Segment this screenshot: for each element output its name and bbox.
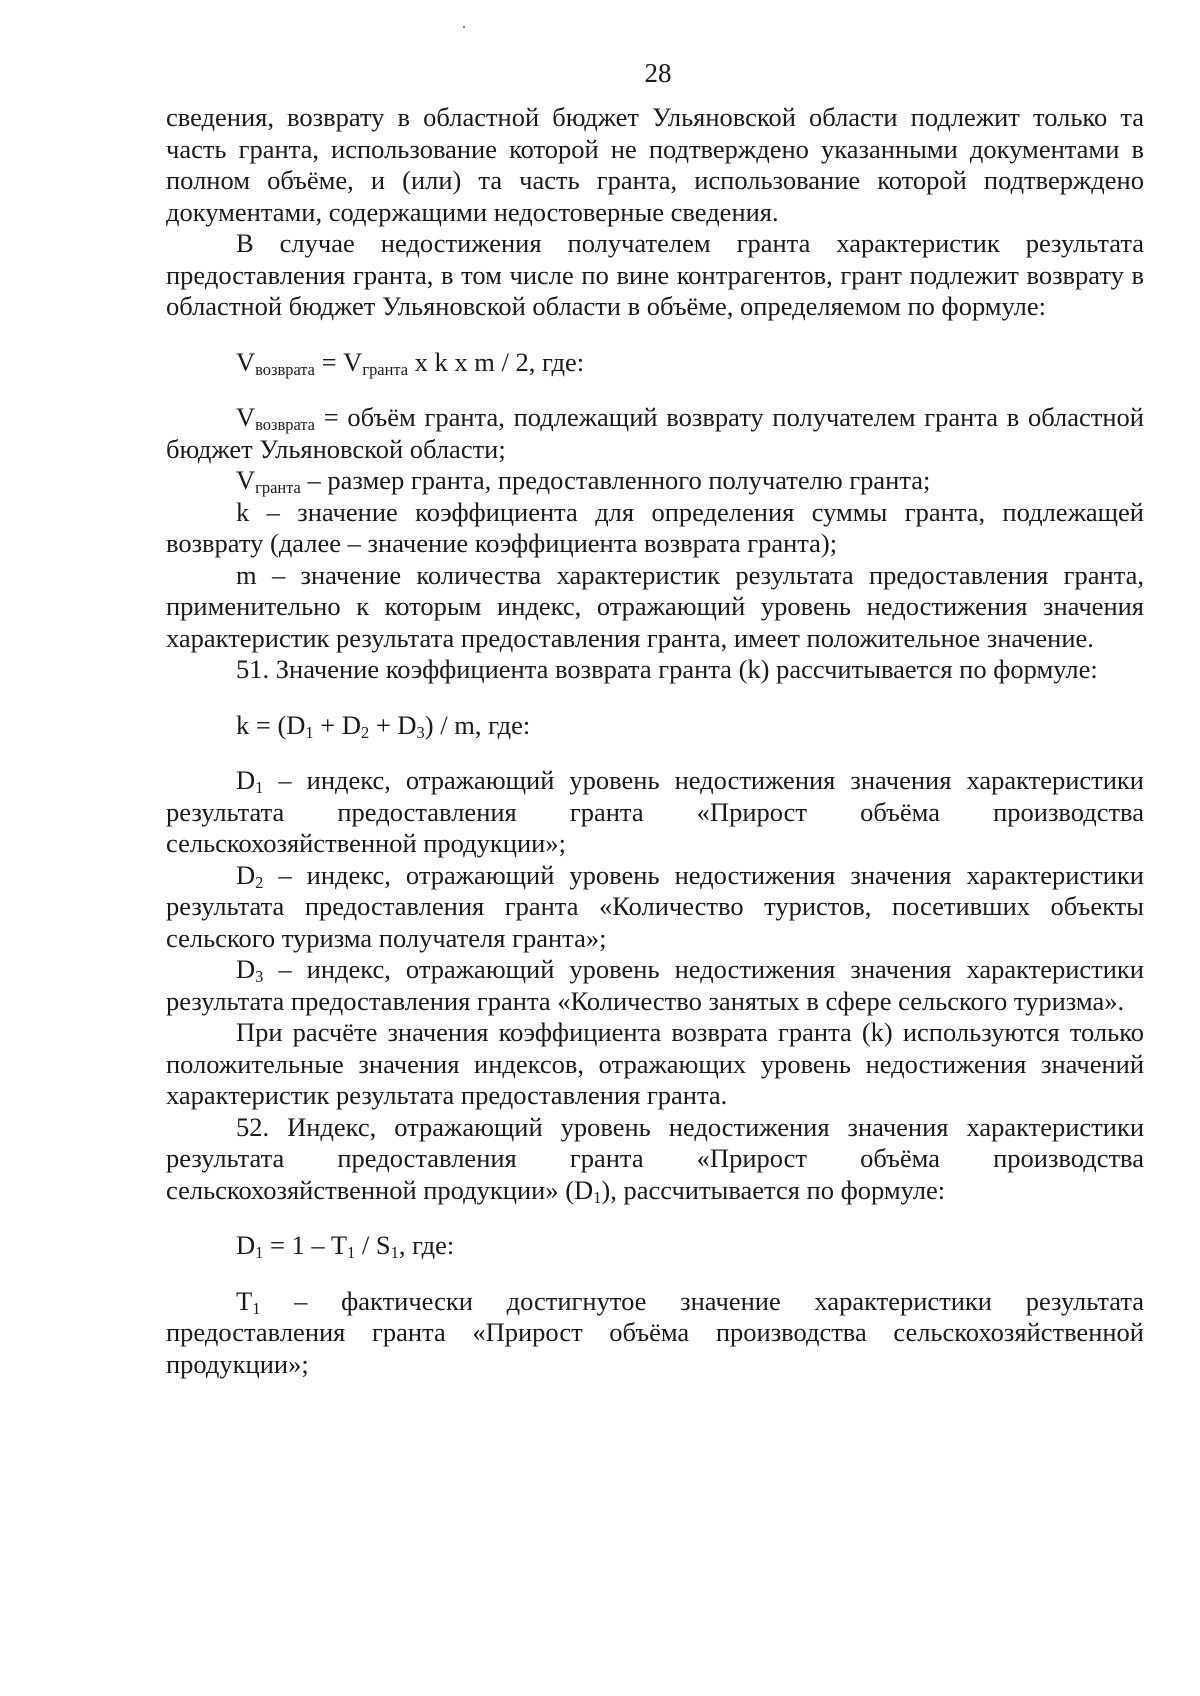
paragraph: $D_2$ – индекс, отражающий уровень недостижения значения характеристики результата предоставления гранта «Количество туристов, посетивших объекты сельского туризма получателя гранта»;	[166, 859, 1144, 953]
formula-return-volume: $V_{возврата} = V_{гранта}$ x k x m / 2, где:	[236, 346, 585, 379]
paragraph: В случае недостижения получателем гранта характеристик результата предоставления гранта, в том числе по вине контрагентов, грант подлежит возврату в областной бюджет Ульяновской области в объёме, определяемом по формуле:	[166, 228, 1144, 321]
paragraph: $V_{гранта}$ – размер гранта, предоставленного получателю гранта;	[236, 465, 931, 498]
paragraph: m – значение количества характеристик результата предоставления гранта, применительно к которым индекс, отражающий уровень недостижения значения характеристик результата предоставления гранта, имеет положительное значение.	[166, 559, 1144, 653]
paragraph: $D_3$ – индекс, отражающий уровень недостижения значения характеристики результата предоставления гранта «Количество занятых в сфере сельского туризма».	[166, 954, 1144, 1016]
page-number: 28	[644, 58, 672, 88]
paragraph: $T_1$ – фактически достигнутое значение характеристики результата предоставления гранта «Прирост объёма производства сельскохозяйственной продукции»;	[166, 1285, 1144, 1379]
paragraph: $V_{возврата}$ = объём гранта, подлежащий возврату получателем гранта в областной бюджет Ульяновской области;	[166, 402, 1144, 464]
paragraph: сведения, возврату в областной бюджет Ульяновской области подлежит только та часть гранта, использование которой не подтверждено указанными документами в полном объёме, и (или) та часть гранта, использование которой подтверждено документами, содержащими недостоверные сведения.	[166, 102, 1144, 227]
paragraph: 51. Значение коэффициента возврата гранта (k) рассчитывается по формуле:	[236, 654, 1098, 684]
paragraph: $D_1$ – индекс, отражающий уровень недостижения значения характеристики результата предоставления гранта «Прирост объёма производства сельскохозяйственной продукции»;	[166, 765, 1144, 858]
paragraph: При расчёте значения коэффициента возврата гранта (k) используются только положительные значения индексов, отражающих уровень недостижения значений характеристик результата предоставления гранта.	[166, 1017, 1144, 1110]
formula-index-d1: $D_1 = 1 - T_1 / S_1$, где:	[236, 1230, 455, 1263]
formula-coefficient: $k = (D_1 + D_2 + D_3) / m$, где:	[236, 709, 531, 742]
paragraph: 52. Индекс, отражающий уровень недостижения значения характеристики результата предоставления гранта «Прирост объёма производства сельскохозяйственной продукции» $(D_1)$, рассчитывается по формуле:	[166, 1111, 1144, 1207]
scan-speck	[463, 26, 465, 28]
document-body	[166, 102, 1144, 1380]
paragraph: k – значение коэффициента для определения суммы гранта, подлежащей возврату (далее – значение коэффициента возврата гранта);	[166, 496, 1144, 558]
